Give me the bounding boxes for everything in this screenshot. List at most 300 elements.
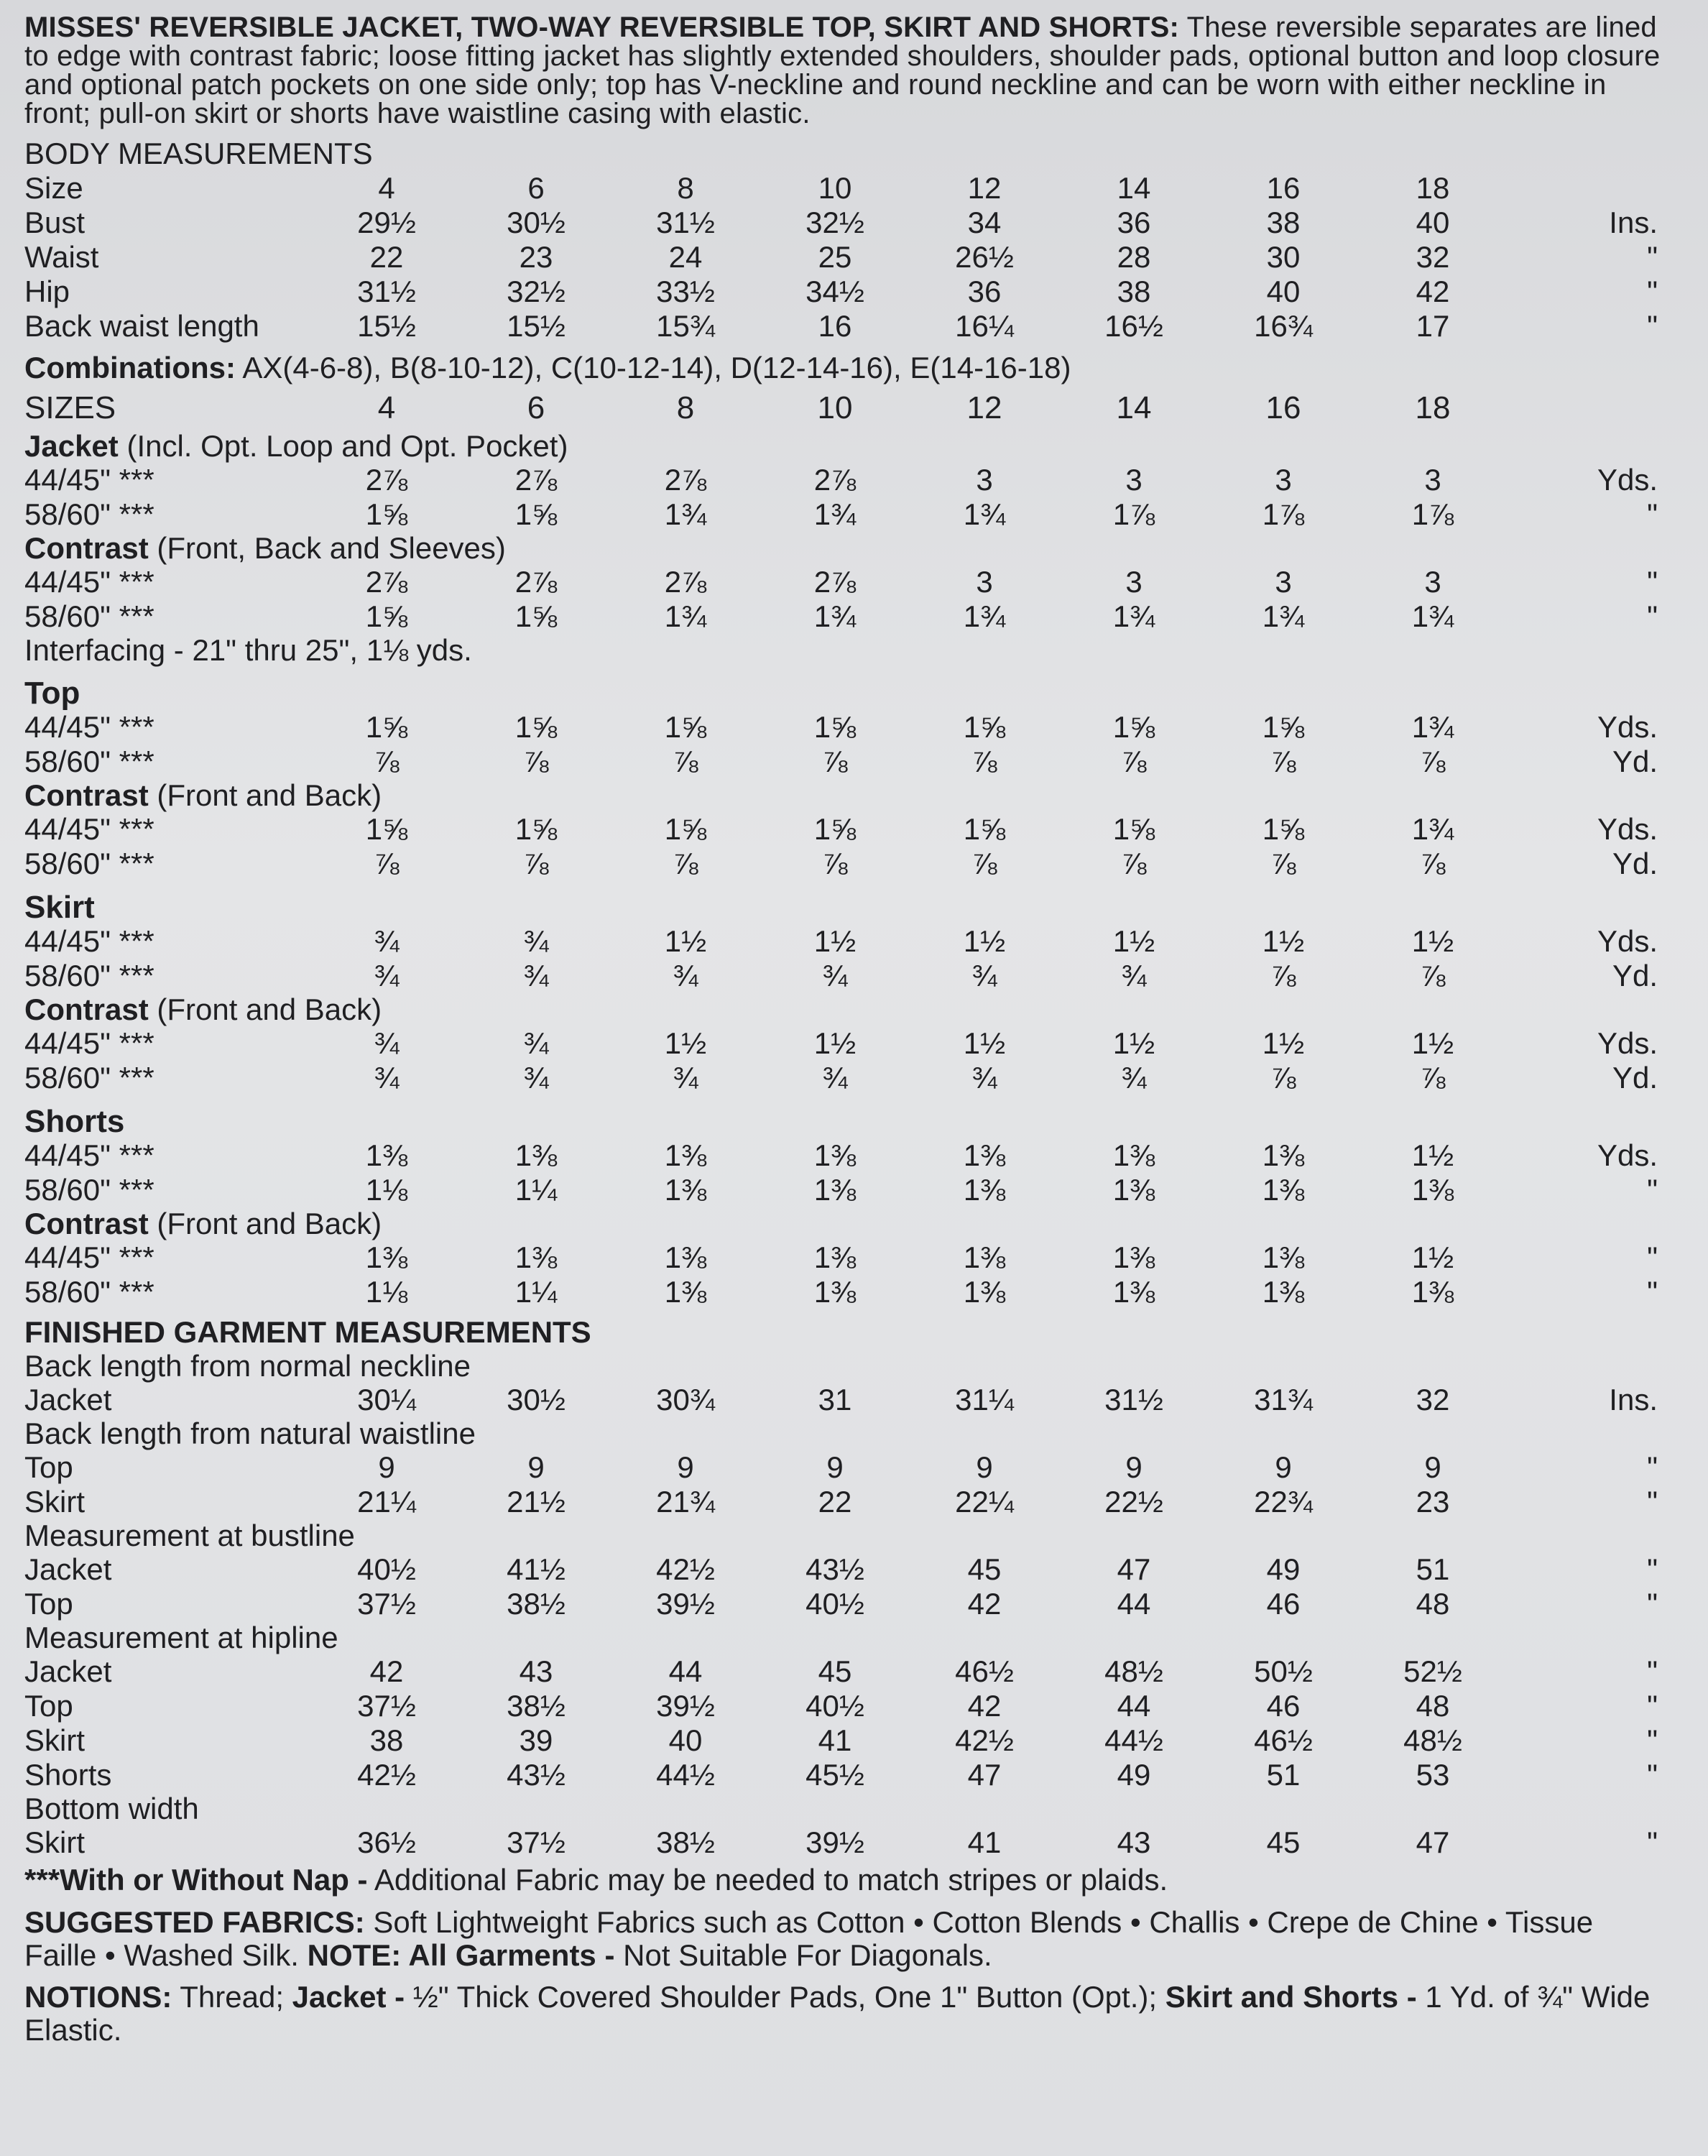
table-row [24, 1587, 1665, 1621]
unit-label: " [1647, 1240, 1658, 1274]
cell-value: 46½ [1254, 1723, 1313, 1757]
unit-label: " [1647, 240, 1658, 274]
nap-note-label: ***With or Without Nap - [24, 1863, 368, 1897]
cell-value: 24 [668, 240, 703, 274]
cell-value: 42½ [357, 1758, 416, 1792]
cell-value: 32 [1416, 1383, 1450, 1416]
cell-value: 25 [818, 240, 852, 274]
unit-label: Yds. [1597, 463, 1658, 497]
cell-value: 9 [677, 1450, 694, 1484]
table-row [24, 497, 1665, 532]
unit-label: " [1647, 1654, 1658, 1688]
garment-note: (Incl. Opt. Loop and Opt. Pocket) [126, 429, 568, 463]
cell-value: 36 [967, 275, 1002, 308]
cell-value: ¾ [523, 1026, 549, 1060]
cell-value: 8 [676, 390, 695, 425]
row-label: Top [24, 1587, 73, 1621]
cell-value: 46 [1266, 1689, 1301, 1723]
cell-value: 38½ [507, 1689, 566, 1723]
contrast-heading [24, 532, 1665, 565]
row-label: Bust [24, 206, 86, 239]
cell-value: 12 [966, 390, 1002, 425]
cell-value: 37½ [507, 1825, 566, 1859]
cell-value: 1⅜ [1112, 1173, 1155, 1207]
unit-label: " [1647, 1485, 1658, 1519]
cell-value: 43 [1117, 1825, 1151, 1859]
cell-value: 41 [818, 1723, 852, 1757]
cell-value: 1⅜ [1112, 1275, 1155, 1309]
cell-value: 2⅞ [365, 463, 408, 497]
cell-value: 1⅝ [963, 710, 1006, 744]
measurement-group-title: Back length from normal neckline [24, 1349, 471, 1383]
table-row [24, 1275, 1665, 1309]
cell-value: 49 [1117, 1758, 1151, 1792]
contrast-heading [24, 779, 1665, 812]
cell-value: 18 [1415, 390, 1451, 425]
row-label: Back waist length [24, 309, 259, 343]
unit-label: Yds. [1597, 1026, 1658, 1060]
notions [24, 1981, 1665, 2047]
table-row [24, 959, 1665, 993]
row-label: 58/60" *** [24, 1061, 154, 1095]
cell-value: 31½ [357, 275, 416, 308]
notions-jacket-text: ½" Thick Covered Shoulder Pads, One 1" Button (Opt.); [412, 1980, 1158, 2014]
cell-value: 21¼ [357, 1485, 416, 1519]
contrast-heading [24, 1207, 1665, 1240]
cell-value: 32½ [507, 275, 566, 308]
row-label: Size [24, 171, 83, 205]
table-row [24, 924, 1665, 959]
cell-value: 1⅝ [963, 812, 1006, 846]
unit-label: " [1647, 1275, 1658, 1309]
cell-value: 1¾ [1112, 599, 1155, 633]
cell-value: 44 [1117, 1689, 1151, 1723]
cell-value: 1⅝ [365, 812, 408, 846]
cell-value: 48 [1416, 1587, 1450, 1621]
cell-value: 17 [1416, 309, 1450, 343]
table-row [24, 240, 1665, 275]
cell-value: 51 [1266, 1758, 1301, 1792]
cell-value: 40½ [357, 1552, 416, 1586]
body-measurements-heading: BODY MEASUREMENTS [24, 137, 373, 170]
cell-value: 16¾ [1254, 309, 1313, 343]
cell-value: 1⅜ [514, 1138, 558, 1172]
table-row [24, 1654, 1665, 1689]
cell-value: 4 [377, 390, 396, 425]
unit-label: Yd. [1612, 1061, 1658, 1095]
table-row [24, 565, 1665, 599]
cell-value: 32 [1416, 240, 1450, 274]
cell-value: 43½ [507, 1758, 566, 1792]
cell-value: ¾ [673, 959, 698, 992]
cell-value: 52½ [1403, 1654, 1462, 1688]
table-row [24, 1825, 1665, 1860]
garment-heading [24, 677, 1665, 710]
row-label: 58/60" *** [24, 1173, 154, 1207]
cell-value: 1⅜ [813, 1173, 857, 1207]
row-label: Shorts [24, 1758, 112, 1792]
cell-value: ⅞ [1270, 1061, 1296, 1095]
cell-value: 14 [1117, 171, 1151, 205]
cell-value: 1⅜ [1112, 1240, 1155, 1274]
cell-value: ⅞ [1270, 847, 1296, 880]
cell-value: 1⅜ [664, 1173, 707, 1207]
cell-value: ⅞ [1121, 847, 1147, 880]
row-label: Skirt [24, 1723, 85, 1757]
unit-label: " [1647, 275, 1658, 308]
cell-value: 12 [967, 171, 1002, 205]
garment-heading [24, 430, 1665, 463]
contrast-note: (Front and Back) [157, 992, 382, 1026]
cell-value: 1¾ [1411, 812, 1454, 846]
cell-value: 1⅜ [1262, 1275, 1305, 1309]
cell-value: 3 [1424, 463, 1441, 497]
body-measurements-table [24, 171, 1665, 344]
cell-value: 1⅞ [1411, 497, 1454, 531]
notions-skirt-shorts-label: Skirt and Shorts - [1165, 1980, 1417, 2014]
cell-value: 3 [1275, 463, 1292, 497]
cell-value: 22¾ [1254, 1485, 1313, 1519]
cell-value: 1⅝ [813, 812, 857, 846]
cell-value: 1¾ [813, 497, 857, 531]
row-label: Skirt [24, 1825, 85, 1859]
suggested-fabrics-text: Soft Lightweight Fabrics such as Cotton • Cotton Blends • Challis • Crepe de Chine • Tissue Faille • Washed Silk. [24, 1905, 1594, 1972]
cell-value: 1⅝ [1262, 812, 1305, 846]
cell-value: 1¾ [664, 599, 707, 633]
cell-value: 3 [1125, 565, 1142, 599]
row-label: 44/45" *** [24, 710, 154, 744]
contrast-label: Contrast [24, 778, 149, 812]
cell-value: 1⅛ [365, 1275, 408, 1309]
cell-value: 43½ [805, 1552, 864, 1586]
yardage-table [24, 430, 1665, 1309]
cell-value: 34 [967, 206, 1002, 239]
contrast-label: Contrast [24, 531, 149, 565]
cell-value: 44½ [1104, 1723, 1163, 1757]
cell-value: 1⅝ [1112, 710, 1155, 744]
cell-value: ⅞ [374, 847, 400, 880]
cell-value: 10 [818, 171, 852, 205]
notions-thread: Thread; [180, 1980, 284, 2014]
row-label: Skirt [24, 1485, 85, 1519]
cell-value: 45 [818, 1654, 852, 1688]
cell-value: 9 [976, 1450, 993, 1484]
garment-name: Skirt [24, 890, 95, 925]
contrast-note: (Front and Back) [157, 778, 382, 812]
finished-measurements-table [24, 1350, 1665, 1860]
unit-label: Yd. [1612, 959, 1658, 992]
cell-value: ⅞ [1420, 1061, 1446, 1095]
cell-value: 8 [677, 171, 694, 205]
cell-value: 39½ [656, 1689, 715, 1723]
cell-value: 1⅜ [1262, 1240, 1305, 1274]
cell-value: 1⅜ [1411, 1275, 1454, 1309]
row-label: 44/45" *** [24, 924, 154, 958]
unit-label: " [1647, 1723, 1658, 1757]
table-row [24, 463, 1665, 497]
cell-value: 40 [668, 1723, 703, 1757]
cell-value: 26½ [955, 240, 1014, 274]
row-label: Jacket [24, 1654, 112, 1688]
cell-value: 30¾ [656, 1383, 715, 1416]
nap-note-text: Additional Fabric may be needed to match stripes or plaids. [374, 1863, 1168, 1897]
cell-value: ⅞ [1270, 959, 1296, 992]
cell-value: 1⅜ [664, 1275, 707, 1309]
cell-value: 1⅛ [365, 1173, 408, 1207]
row-label: 58/60" *** [24, 959, 154, 992]
cell-value: ⅞ [374, 745, 400, 778]
cell-value: 1⅜ [963, 1275, 1006, 1309]
cell-value: ⅞ [822, 745, 848, 778]
cell-value: 1¾ [813, 599, 857, 633]
row-label: 58/60" *** [24, 847, 154, 880]
cell-value: ¾ [523, 1061, 549, 1095]
row-label: Top [24, 1689, 73, 1723]
cell-value: 40 [1416, 206, 1450, 239]
cell-value: 30 [1266, 240, 1301, 274]
cell-value: 1½ [664, 1026, 707, 1060]
cell-value: 46 [1266, 1587, 1301, 1621]
cell-value: 3 [976, 463, 993, 497]
description [24, 13, 1665, 128]
cell-value: 49 [1266, 1552, 1301, 1586]
cell-value: 38 [369, 1723, 404, 1757]
cell-value: 42 [1416, 275, 1450, 308]
row-label: Top [24, 1450, 73, 1484]
cell-value: 1⅜ [1262, 1138, 1305, 1172]
table-row [24, 1758, 1665, 1792]
unit-label: " [1647, 1825, 1658, 1859]
cell-value: ⅞ [673, 847, 698, 880]
combinations-label: Combinations: [24, 351, 236, 384]
cell-value: 37½ [357, 1689, 416, 1723]
cell-value: 45 [1266, 1825, 1301, 1859]
cell-value: 36 [1117, 206, 1151, 239]
cell-value: 1½ [1262, 1026, 1305, 1060]
cell-value: 48½ [1403, 1723, 1462, 1757]
note-text: Not Suitable For Diagonals. [623, 1938, 992, 1972]
row-label: 44/45" *** [24, 1240, 154, 1274]
row-label: 44/45" *** [24, 565, 154, 599]
cell-value: ⅞ [523, 745, 549, 778]
cell-value: 51 [1416, 1552, 1450, 1586]
unit-label: " [1647, 1552, 1658, 1586]
cell-value: 47 [1416, 1825, 1450, 1859]
row-label: Jacket [24, 1552, 112, 1586]
cell-value: 1¾ [1411, 599, 1454, 633]
cell-value: 53 [1416, 1758, 1450, 1792]
garment-name: Jacket [24, 429, 119, 463]
cell-value: 15½ [507, 309, 566, 343]
cell-value: 1⅝ [813, 710, 857, 744]
row-label: SIZES [24, 390, 116, 425]
cell-value: 1⅜ [1262, 1173, 1305, 1207]
cell-value: 1⅝ [514, 710, 558, 744]
cell-value: 15¾ [656, 309, 715, 343]
cell-value: 38 [1117, 275, 1151, 308]
cell-value: 2⅞ [514, 565, 558, 599]
cell-value: 3 [1125, 463, 1142, 497]
cell-value: 2⅞ [813, 463, 857, 497]
cell-value: 38½ [656, 1825, 715, 1859]
cell-value: 14 [1116, 390, 1152, 425]
cell-value: 50½ [1254, 1654, 1313, 1688]
cell-value: ¾ [374, 959, 400, 992]
table-row [24, 1689, 1665, 1723]
cell-value: 47 [1117, 1552, 1151, 1586]
cell-value: 1¼ [514, 1173, 558, 1207]
suggested-fabrics-label: SUGGESTED FABRICS: [24, 1905, 365, 1939]
unit-label: " [1647, 565, 1658, 599]
cell-value: ⅞ [673, 745, 698, 778]
cell-value: 30½ [507, 206, 566, 239]
cell-value: 48½ [1104, 1654, 1163, 1688]
table-row [24, 745, 1665, 779]
cell-value: 1⅜ [514, 1240, 558, 1274]
table-row [24, 1240, 1665, 1275]
cell-value: 1¼ [514, 1275, 558, 1309]
suggested-fabrics [24, 1906, 1665, 1972]
cell-value: 22 [818, 1485, 852, 1519]
unit-label: Yd. [1612, 847, 1658, 880]
table-row [24, 1723, 1665, 1758]
row-label: 58/60" *** [24, 497, 154, 531]
cell-value: ¾ [822, 1061, 848, 1095]
table-row [24, 1383, 1665, 1417]
garment-heading [24, 891, 1665, 924]
notions-label: NOTIONS: [24, 1980, 172, 2014]
cell-value: 3 [1275, 565, 1292, 599]
cell-value: 34½ [805, 275, 864, 308]
table-row [24, 599, 1665, 634]
cell-value: 40½ [805, 1689, 864, 1723]
cell-value: 9 [527, 1450, 545, 1484]
cell-value: 30½ [507, 1383, 566, 1416]
cell-value: 3 [976, 565, 993, 599]
cell-value: 1⅝ [514, 497, 558, 531]
cell-value: 1⅜ [664, 1240, 707, 1274]
cell-value: 1⅜ [963, 1173, 1006, 1207]
contrast-heading [24, 993, 1665, 1026]
cell-value: 1⅜ [365, 1138, 408, 1172]
cell-value: ¾ [374, 924, 400, 958]
cell-value: 38 [1266, 206, 1301, 239]
cell-value: 16¼ [955, 309, 1014, 343]
table-row [24, 847, 1665, 881]
cell-value: ⅞ [822, 847, 848, 880]
cell-value: 4 [378, 171, 395, 205]
cell-value: 3 [1424, 565, 1441, 599]
note-label: NOTE: All Garments - [307, 1938, 615, 1972]
cell-value: 23 [1416, 1485, 1450, 1519]
cell-value: 18 [1416, 171, 1450, 205]
cell-value: 41 [967, 1825, 1002, 1859]
unit-label: " [1647, 309, 1658, 343]
cell-value: 1½ [1411, 1026, 1454, 1060]
cell-value: 41½ [507, 1552, 566, 1586]
table-row [24, 206, 1665, 240]
unit-label: " [1647, 599, 1658, 633]
measurement-group-title: Measurement at hipline [24, 1621, 338, 1654]
cell-value: ¾ [523, 924, 549, 958]
cell-value: ¾ [971, 1061, 997, 1095]
measurement-group-title: Bottom width [24, 1792, 199, 1825]
table-row [24, 1173, 1665, 1207]
garment-heading [24, 1105, 1665, 1138]
cell-value: 45½ [805, 1758, 864, 1792]
cell-value: 36½ [357, 1825, 416, 1859]
table-row [24, 1061, 1665, 1095]
cell-value: 31½ [1104, 1383, 1163, 1416]
cell-value: 16 [1266, 171, 1301, 205]
cell-value: 47 [967, 1758, 1002, 1792]
cell-value: 1⅜ [813, 1138, 857, 1172]
cell-value: 1¾ [963, 497, 1006, 531]
cell-value: 2⅞ [514, 463, 558, 497]
cell-value: 28 [1117, 240, 1151, 274]
cell-value: 32½ [805, 206, 864, 239]
cell-value: 1½ [813, 924, 857, 958]
contrast-label: Contrast [24, 1207, 149, 1240]
cell-value: 1⅜ [664, 1138, 707, 1172]
description-title: MISSES' REVERSIBLE JACKET, TWO-WAY REVERSIBLE TOP, SKIRT AND SHORTS: [24, 11, 1180, 43]
unit-label: Yds. [1597, 710, 1658, 744]
unit-label: Ins. [1609, 1383, 1658, 1416]
row-label: 44/45" *** [24, 463, 154, 497]
table-row [24, 309, 1665, 344]
row-label: 44/45" *** [24, 1138, 154, 1172]
cell-value: 42½ [656, 1552, 715, 1586]
cell-value: 1½ [1112, 924, 1155, 958]
cell-value: 1¾ [664, 497, 707, 531]
cell-value: 10 [817, 390, 853, 425]
cell-value: 46½ [955, 1654, 1014, 1688]
cell-value: 45 [967, 1552, 1002, 1586]
cell-value: ⅞ [1270, 745, 1296, 778]
unit-label: " [1647, 1758, 1658, 1792]
cell-value: ¾ [822, 959, 848, 992]
cell-value: 1½ [1411, 1240, 1454, 1274]
cell-value: 39½ [656, 1587, 715, 1621]
cell-value: 1⅞ [1262, 497, 1305, 531]
cell-value: 1½ [1112, 1026, 1155, 1060]
cell-value: 1½ [1411, 1138, 1454, 1172]
row-label: 44/45" *** [24, 1026, 154, 1060]
row-label: 58/60" *** [24, 745, 154, 778]
cell-value: 1½ [963, 924, 1006, 958]
cell-value: 38½ [507, 1587, 566, 1621]
table-row [24, 1026, 1665, 1061]
cell-value: 1⅝ [365, 599, 408, 633]
cell-value: ⅞ [523, 847, 549, 880]
cell-value: 1⅞ [1112, 497, 1155, 531]
cell-value: 43 [519, 1654, 553, 1688]
table-row [24, 275, 1665, 309]
cell-value: 42½ [955, 1723, 1014, 1757]
row-label: Jacket [24, 1383, 112, 1416]
unit-label: " [1647, 1587, 1658, 1621]
unit-label: " [1647, 1689, 1658, 1723]
cell-value: 1¾ [1411, 710, 1454, 744]
sizes-row [24, 391, 1665, 425]
cell-value: 2⅞ [664, 565, 707, 599]
cell-value: 42 [369, 1654, 404, 1688]
unit-label: Yds. [1597, 924, 1658, 958]
cell-value: 31¾ [1254, 1383, 1313, 1416]
cell-value: 31¼ [955, 1383, 1014, 1416]
cell-value: 40 [1266, 275, 1301, 308]
cell-value: 39½ [805, 1825, 864, 1859]
